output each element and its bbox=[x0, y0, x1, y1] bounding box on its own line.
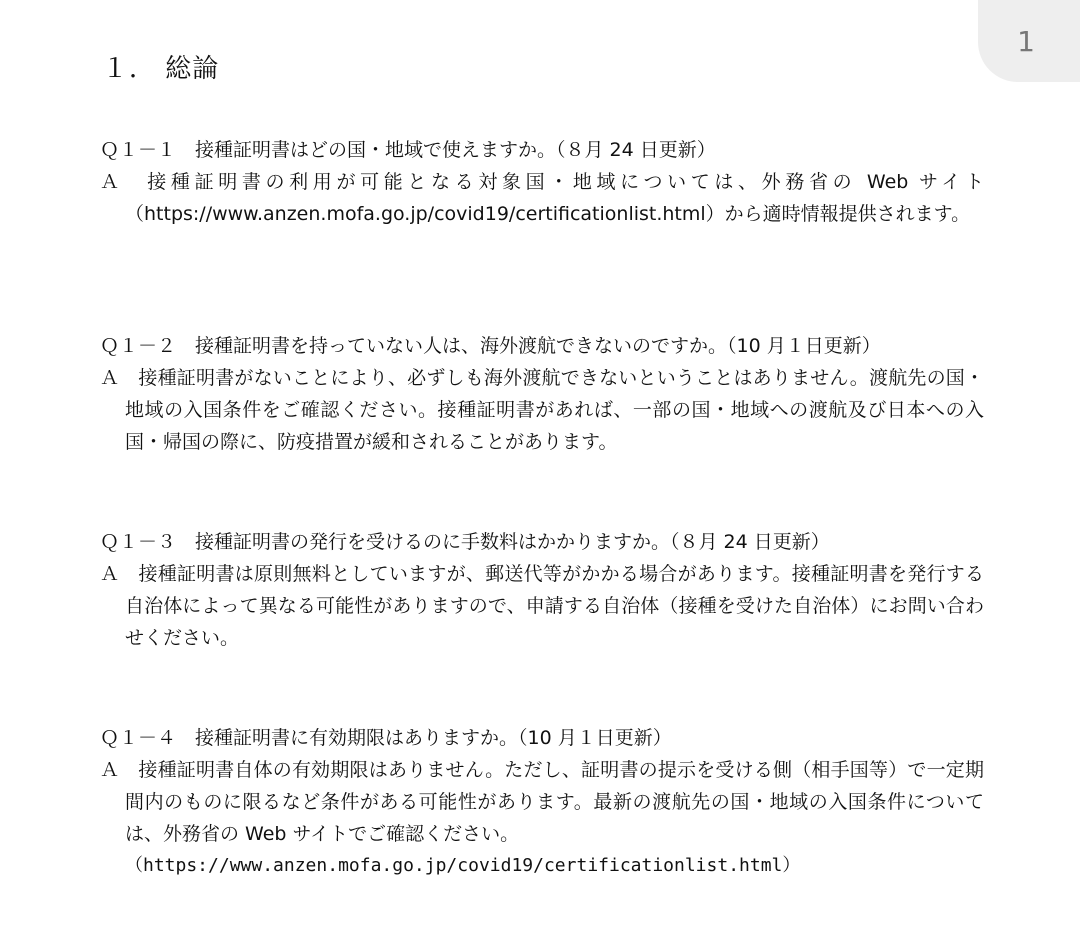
section-title: １． 総論 bbox=[102, 54, 220, 84]
qa-item bbox=[100, 134, 984, 230]
qa-item bbox=[100, 526, 984, 654]
qa-item bbox=[100, 722, 984, 882]
question: Ｑ１－１ 接種証明書はどの国・地域で使えますか。（８月 24 日更新） bbox=[100, 139, 716, 161]
answer: Ａ 接種証明書の利用が可能となる対象国・地域については、外務省の Web サイト（https://www.anzen.mofa.go.jp/covid19/certificationlist.html）から適時情報提供されます。 bbox=[100, 171, 984, 225]
page-number: 1 bbox=[1017, 24, 1035, 58]
answer-url: （https://www.anzen.mofa.go.jp/covid19/certificationlist.html） bbox=[125, 855, 801, 876]
question: Ｑ１－３ 接種証明書の発行を受けるのに手数料はかかりますか。（８月 24 日更新） bbox=[100, 531, 830, 553]
question: Ｑ１－２ 接種証明書を持っていない人は、海外渡航できないのですか。（10 月１日更新） bbox=[100, 335, 881, 357]
qa-item bbox=[100, 330, 984, 458]
answer: Ａ 接種証明書自体の有効期限はありません。ただし、証明書の提示を受ける側（相手国等）で一定期間内のものに限るなど条件がある可能性があります。最新の渡航先の国・地域の入国条件については、外務省の Web サイトでご確認ください。 bbox=[100, 759, 984, 845]
question: Ｑ１－４ 接種証明書に有効期限はありますか。（10 月１日更新） bbox=[100, 727, 672, 749]
answer: Ａ 接種証明書は原則無料としていますが、郵送代等がかかる場合があります。接種証明書を発行する自治体によって異なる可能性がありますので、申請する自治体（接種を受けた自治体）にお問い合わせください。 bbox=[100, 563, 984, 649]
answer: Ａ 接種証明書がないことにより、必ずしも海外渡航できないということはありません。渡航先の国・地域の入国条件をご確認ください。接種証明書があれば、一部の国・地域への渡航及び日本への入国・帰国の際に、防疫措置が緩和されることがあります。 bbox=[100, 367, 984, 453]
page-number-badge bbox=[978, 0, 1080, 82]
